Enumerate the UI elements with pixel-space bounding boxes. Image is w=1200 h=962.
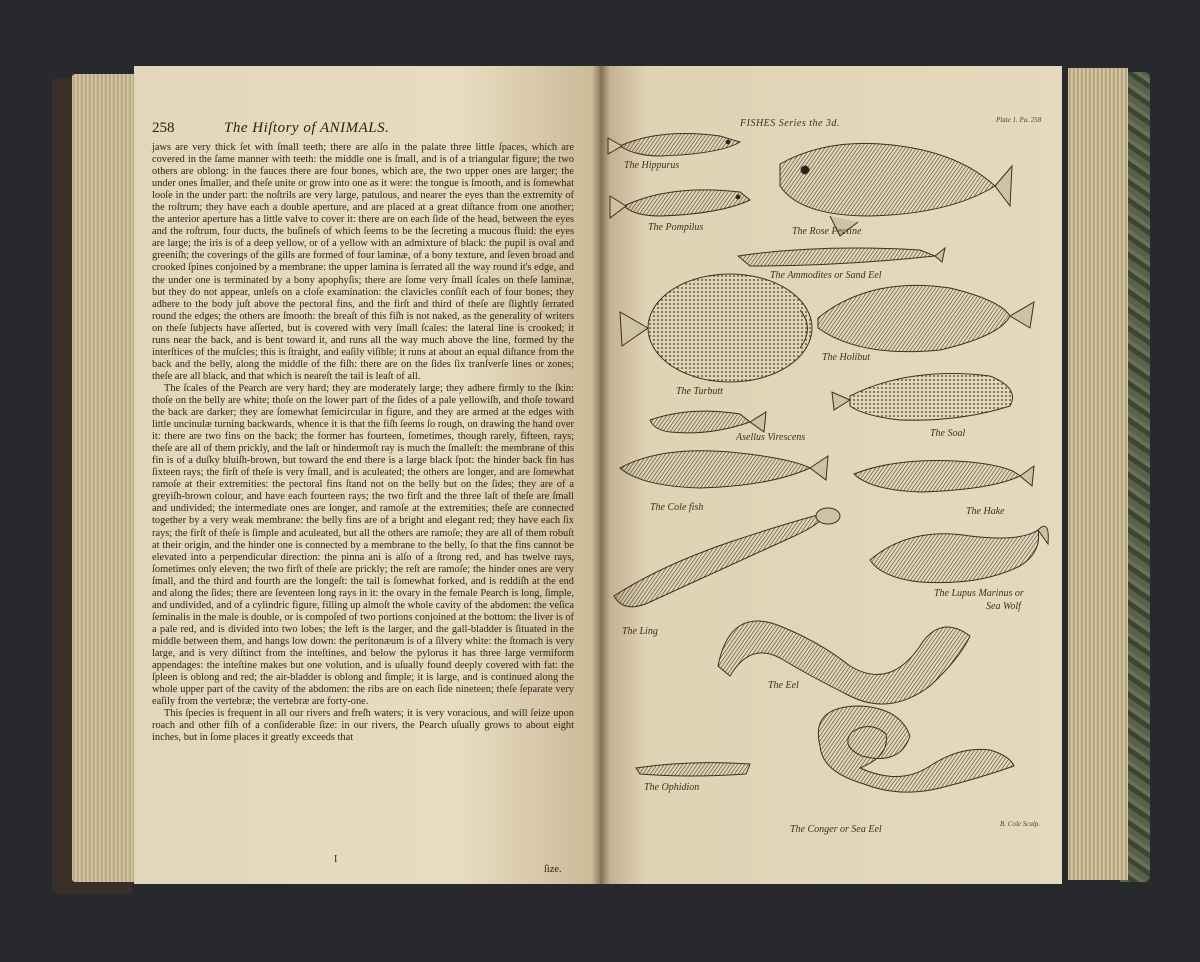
caption-cole-fish: The Cole fish (650, 502, 704, 513)
plate-number: Plate 1. Pa. 258 (996, 116, 1042, 124)
caption-ophidion: The Ophidion (644, 782, 700, 793)
conger-fish (818, 706, 1014, 792)
holibut-fish (818, 285, 1034, 351)
caption-conger: The Conger or Sea Eel (790, 824, 882, 835)
running-head: The Hiſtory of ANIMALS. (224, 120, 390, 136)
engraver-signature: B. Cole Sculp. (1000, 820, 1041, 828)
page-number: 258 (152, 120, 175, 136)
body-text (152, 142, 574, 744)
pompilus-fish (610, 190, 750, 218)
caption-asellus: Asellus Virescens (736, 432, 806, 443)
caption-hippurus: The Hippurus (624, 160, 680, 171)
caption-turbutt: The Turbutt (676, 386, 723, 397)
ophidion-fish (636, 763, 750, 776)
sea-wolf-fish (870, 526, 1048, 582)
cole-fish (620, 451, 828, 488)
eel-fish (718, 621, 970, 704)
caption-rose-pectine: The Rose Pectine (792, 226, 862, 237)
paragraph: jaws are very thick ſet with ſmall teeth; there are alſo in the palate three little ſpaces, which are covered in the ſame manner with teeth: the middle one is ſmall, and is of a triangular figure; the two others are oblong: in the fauces there are four bones, which are, the two upper ones are larger; the under ones ſmaller, and theſe unite or grow into one as it were: the tongue is ſmooth, and is ſomewhat looſe in the under part: the noſtrils are very large, patulous, and nearer the eyes than the extremity of the roſtrum; they have each a double aperture, and are placed at a great diſtance from one another; the anterior aperture has a little valve to cover it: there are on each ſide of the head, between the eyes and the roſtrum, four ducts, the buſineſs of which ſeems to be the ſecreting a mucous fluid: the eyes are large; the iris is of a deep yellow, or of a yellow with an admixture of black: the pupil is oval and greeniſh; the coverings of the gills are formed of four laminæ, of a bony texture, and ſeven broad and crooked ſpines conjoined by a membrane: the upper lamina is ſerrated all the way round it's edge, and the under one is terminated by a bony apophyſis; there are ſome very ſmall ſcales on theſe laminæ, but they do not appear, unleſs on a cloſe examination: the clavicles conſiſt each of four bones; they adhere to the body juſt above the pectoral fins, and the firſt and third of theſe are ſlightly ſerrated round the edges; the others are ſmooth: the breaſt of this fiſh is not naked, as the generality of writers on theſe ſubjects have aſſerted, but is covered with very ſmall ſcales: the lateral line is crooked; it runs near the back, and is bent toward it, and runs all the way much above the line, formed by the interſtices of the muſcles; this is ſtraight, and eaſily viſible; it runs at about an equal diſtance from the back and the belly, along the middle of the fiſh: there are on the ſides ſix tranſverſe lines or zones; theſe are all black, and that which is neareſt the tail is leaſt of all. (152, 142, 574, 382)
paragraph: This ſpecies is frequent in all our rivers and freſh waters; it is very voracious, and will ſeize upon roach and other fiſh of a conſiderable ſize: in our rivers, the Pearch uſually grows to about eight inches, but in ſome places it greatly exceeds that (152, 708, 574, 744)
right-page-plate (600, 66, 1062, 884)
soal-fish (832, 374, 1013, 421)
caption-pompilus: The Pompilus (648, 222, 704, 233)
caption-holibut: The Holibut (822, 352, 871, 363)
page-header (152, 120, 572, 140)
catchword: ſize. (544, 864, 562, 875)
caption-eel: The Eel (768, 680, 799, 691)
rose-pectine-fish (780, 143, 1012, 236)
book-gutter (592, 66, 610, 884)
signature-mark: I (334, 854, 338, 865)
caption-ling: The Ling (622, 626, 658, 637)
turbutt-fish (620, 274, 812, 382)
caption-soal: The Soal (930, 428, 966, 439)
hippurus-fish (608, 134, 740, 156)
ling-fish (614, 508, 840, 607)
left-page (134, 66, 600, 884)
caption-sea-wolf-2: Sea Wolf (986, 601, 1021, 612)
asellus-fish (650, 411, 766, 433)
caption-hake: The Hake (966, 506, 1005, 517)
open-book (52, 62, 1150, 894)
hake-fish (854, 461, 1034, 493)
paragraph: The ſcales of the Pearch are very hard; they are moderately large; they adhere firmly to the ſkin: thoſe on the belly are white; thoſe on the lower part of the ſides of a pale yellowiſh, and thoſe toward the back are darker; they are ſomewhat ſemicircular in figure, and they are armed at the edges with little uncinulæ turning backwards, whence it is that the fiſh ſeems ſo rough, on drawing the hand over it: there are two fins on the back; the former has fourteen, ſometimes, though rarely, fifteen, rays; theſe are all of them prickly, and the laſt or hindermoſt ray is much the ſmalleſt: the membrane of this fin is of a duſky bluiſh-brown, but toward the end there is a large black ſpot: the hinder back fin has ſixteen rays; the firſt of theſe is very ſmall, and is aculeated; the others are longer, and are ſomewhat ramoſe at their extremities: the pectoral fins ſtand not on the belly but on the ſides; they are of a greyiſh-brown colour, and have each fourteen rays; the two firſt and the three laſt of theſe are ſmall and undivided; the intermediate ones are longer, and ramoſe at the extremities; theſe are connected together by a very weak membrane: the belly fins are of a bright and elegant red; they have each ſix rays; the firſt of theſe is ſimple and aculeated, but all the others are ramoſe; they are all of them robuſt at their origin, and the hinder one is connected by a membrane to the belly, ſo that the fins cannot be elevated into a perpendicular direction: the pinna ani is alſo of a ſtrong red, and has twelve rays, ſometimes only eleven; the two firſt of theſe are prickly; the reſt are ramoſe; the hinder ones are very ſmall, and the third and fourth are the longeſt: the tail is ſomewhat forked, and is reddiſh at the end and along the ſides; there are ſeventeen long rays in it: the ovary in the female Pearch is long, ſimple, and undivided, and of a cylindric figure, filling up almoſt the whole cavity of the abdomen: the veſica ſeminalis in the male is double, or is compoſed of two portions conjoined at the bottom: the liver is of a pale red, and is divided into two lobes; the left is the larger, and the gall-bladder is ſituated in the middle between them, and hangs low down: the peritonæum is of a ſilvery white: the ſtomach is very large, and is very diſtinct from the inteſtines, and below the pylorus it has three large vermiform appendages: the inteſtine makes but one volution, and is uſually found deeply covered with fat: the ſpleen is oblong and red; the air-bladder is oblong and ſimple; it is large, and is continued along the whole upper part of the cavity of the abdomen: the ribs are on each ſide nineteen; theſe ſeparate very eaſily from the vertebræ; the vertebræ are forty-one. (152, 382, 574, 708)
left-page-edges (72, 74, 134, 882)
right-page-edges (1068, 68, 1128, 880)
caption-sand-eel: The Ammodites or Sand Eel (770, 270, 882, 281)
caption-sea-wolf-1: The Lupus Marinus or (934, 588, 1024, 599)
fish-engravings (600, 66, 1062, 884)
sand-eel-fish (738, 248, 945, 266)
plate-title: FISHES Series the 3d. (740, 118, 840, 129)
